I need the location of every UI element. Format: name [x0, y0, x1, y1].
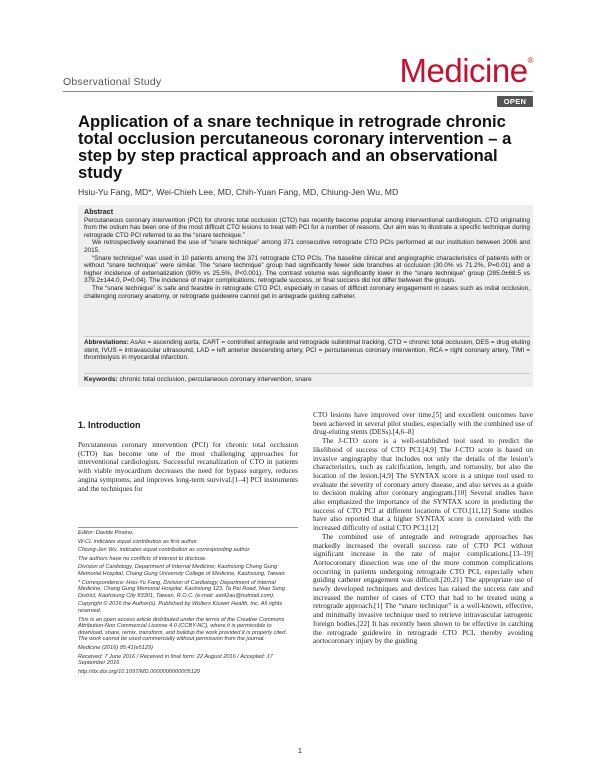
abbreviations	[84, 339, 530, 362]
body-paragraph: The J-CTO score is a well-established tool used to predict the likelihood of success of CTO PCI.[4,9] The J-CTO score is based on invasive angiography that includes not only the details of the lesion’s characteristics, such as calcification, length, and tortuosity, but also the location of the lesion.[4,9] The SYNTAX score is a unique tool used to evaluate the severity of coronary artery disease, and also serves as a guide to decision making after coronary angiogram.[10] Several studies have also emphasized the importance of the SYNTAX score in predicting the success of CTO PCI at different locations of CTO.[11,12] Some studies have also reported that a higher SYNTAX score is correlated with the increased difficulty of ostial CTO PCI.[12]	[313, 436, 533, 533]
abstract-paragraph: We retrospectively examined the use of “snare technique” among 371 consecutive retrograde CTO PCIs performed at our institution between 2006 and 2015.	[84, 239, 530, 254]
footnote: Copyright © 2016 the Author(s). Published by Wolters Kluwer Health, Inc. All rights reserved.	[78, 601, 283, 614]
keywords-label: Keywords:	[84, 376, 118, 383]
section-heading-introduction: 1. Introduction	[78, 420, 141, 430]
footnote: The authors have no conflicts of interest to disclose.	[78, 555, 207, 562]
footnote: This is an open access article distributed under the terms of the Creative Commons Attribution-Non Commercial License 4.0 (CCBY-NC), where it is permissible to download, share, remix, transform, and buildup the work provided it is properly cited. The work cannot be used commercially without permission from the journal.	[78, 616, 287, 643]
section-label: Observational Study	[63, 76, 162, 88]
abbreviations-label: Abbreviations:	[84, 339, 129, 346]
article-title: Application of a snare technique in retrograde chronic total occlusion percutaneous coronary intervention – a step by step practical approach and an observational study	[78, 112, 512, 182]
abstract	[84, 208, 530, 300]
page-number: 1	[297, 746, 303, 755]
left-column	[78, 441, 298, 493]
body-paragraph: Percutaneous coronary intervention (PCI) for chronic total occlusion (CTO) has become one of the most challenging approaches for interventional cardiologists. Successful recanalization of CTO in patients with viable myocardium decreases the need for bypass surgery, reduces angina symptoms, and improves long-term survival.[1–4] PCI instruments and the techniques for	[78, 440, 298, 493]
footnote: Chiung-Jen Wu, indicates equal contribution as corresponding author.	[78, 547, 251, 554]
footnote: W-CL indicates equal contribution as first author.	[78, 538, 199, 545]
footnote: http://dx.doi.org/10.1097/MD.0000000000005129	[78, 668, 200, 675]
body-paragraph: CTO lesions have improved over time,[5] and excellent outcomes have been achieved in several pilot studies, especially with the combined use of drug-eluting stents (DESs).[4,6–8]	[313, 410, 533, 437]
keywords-divider	[84, 373, 530, 374]
abstract-paragraph: Percutaneous coronary intervention (PCI) for chronic total occlusion (CTO) has recently become popular among interventional cardiologists. CTO originating from the ostium has been one of the most difficult CTO lesions to treat with PCI for a number of reasons. Our aim was to illustrate a specific technique during retrograde CTO PCI referred to as the “snare technique.”	[84, 216, 530, 239]
footnote: Division of Cardiology, Department of Internal Medicine; Kaohsiung Chang Gung Memorial Hospital, Chang Gung University College of Medicine, Kaohsiung, Taiwan.	[78, 564, 287, 577]
abstract-paragraph: The “snare technique” is safe and feasible in retrograde CTO PCI, especially in cases of difficult coronary engagement in cases such as ostial occlusion, challenging coronary anatomy, or retrograde guidewire cannot get in antegrade guiding catheter.	[84, 284, 530, 300]
journal-name: Medicine	[399, 52, 528, 89]
footnotes	[78, 530, 298, 677]
abbreviations-text: AsAo = ascending aorta, CART = controlled antegrade and retrograde subintimal tracking, CTO = chronic total occlusion, DES = drug eluting stent, IVUS = intravascular ultrasound, LAD = left anterior descending artery, PCI = percutaneous coronary intervention, RCA = right coronary artery, TIMI = thrombolysis in myocardial infarction.	[84, 339, 530, 362]
registered-mark: ®	[527, 56, 533, 65]
open-access-badge: OPEN	[497, 96, 533, 107]
abstract-paragraph: “Snare technique” was used in 10 patients among the 371 retrograde CTO PCIs. The baseline clinical and angiographic characteristics of patients with or without “snare technique” were similar. The “snare technique” group had significantly fewer side branches at occlusion (30.0% vs 71.2%, P=0.01) and a higher incidence of externalization (90% vs 25.5%, P<0.001). The contrast volume was significantly lower in the “snare technique” group (285.0±68.5 vs 379.2±144.0, P=0.04). The incidence of major complications, retrograde success, or final success did not differ between the groups.	[84, 254, 530, 285]
author-list: Hsiu-Yu Fang, MD*, Wei-Chieh Lee, MD, Chih-Yuan Fang, MD, Chiung-Jen Wu, MD	[78, 187, 399, 197]
body-paragraph: The combined use of antegrade and retrograde approaches has markedly increased the overall success rate of CTO PCI without significant increase in the rate of major complications.[13–19] Aortocoronary dissection was one of the more common complications occurring in patients undergoing retrograde CTO PCI, especially when guiding catheter engagement was difficult.[20,21] The appropriate use of newly developed techniques and devices has raised the success rate and increased the number of cases of CTO that had to be treated using a retrograde approach.[1] The “snare technique” is a well-known, effective, and minimally invasive technique used to retrieve intravascular iatrogenic foreign bodies.[22] It has recently been shown to be effective in catching the retrograde guidewire in retrograde CTO PCI, thereby avoiding aortocoronary injury by the guiding	[313, 531, 533, 646]
footnote: Editor: Davide Piraino.	[78, 530, 134, 536]
keywords-text: chronic total occlusion, percutaneous coronary intervention, snare	[117, 376, 312, 383]
keywords	[84, 376, 530, 383]
abstract-divider	[84, 336, 530, 337]
footnote: Medicine (2016) 95:41(e5129)	[78, 644, 153, 651]
footnote: * Correspondence: Hsiu-Yu Fang, Division of Cardiology, Department of Internal Medicine, Chang Gung Memorial Hospital, Kaohsiung 123, Ta Pei Road, Niao Sung District, Kaohsiung City 83301, Taiwan, R.O.C. (e-mail: ast42au@hotmail.com).	[78, 579, 285, 599]
journal-logo	[400, 52, 533, 90]
footnote: Received: 7 June 2016 / Received in final form: 22 August 2016 / Accepted: 17 September 2016	[78, 653, 273, 667]
footnote-rule	[78, 527, 298, 528]
abstract-heading: Abstract	[84, 207, 114, 216]
header-rule	[63, 91, 533, 92]
right-column	[313, 411, 533, 646]
